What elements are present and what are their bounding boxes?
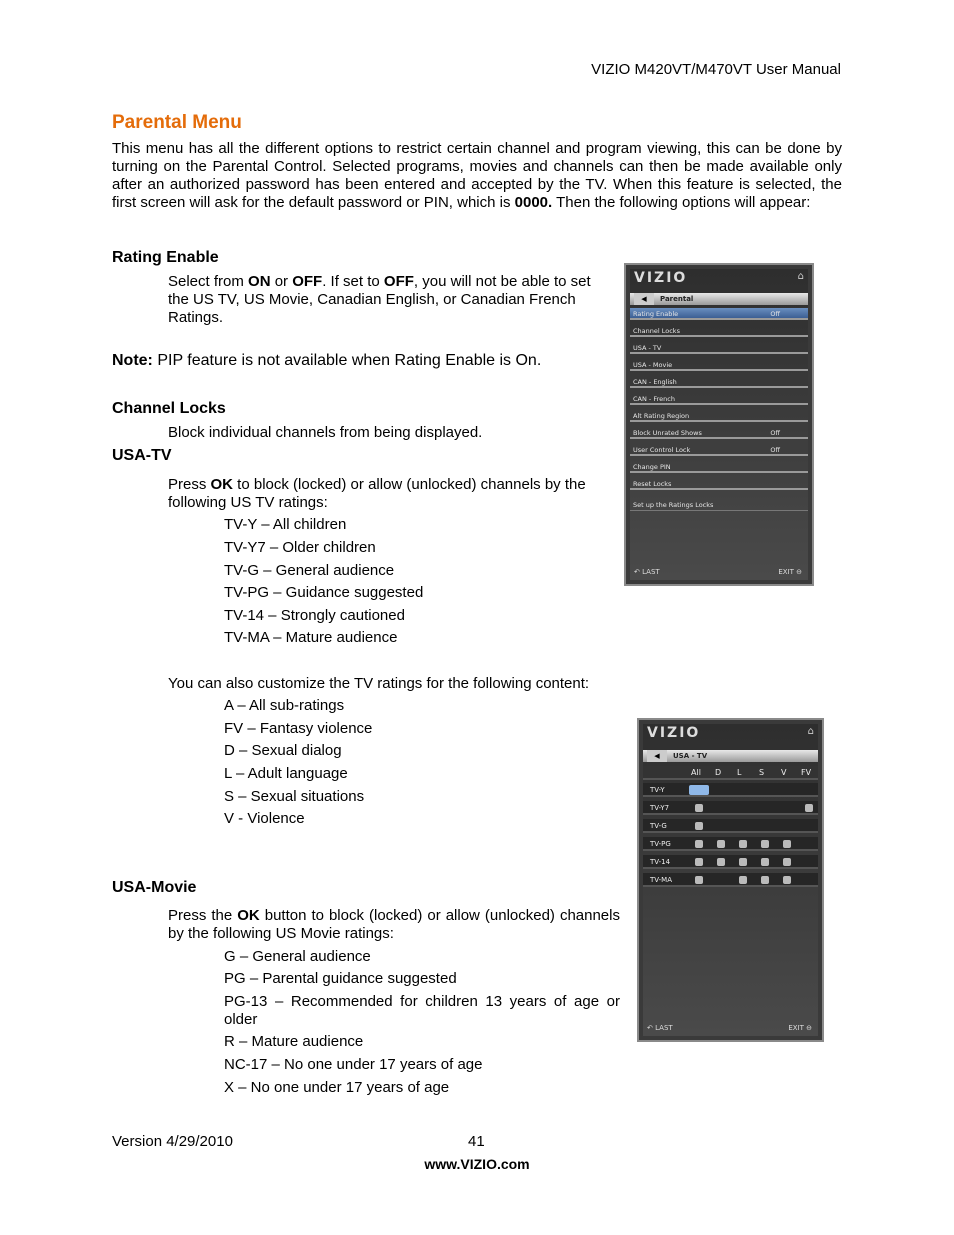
lock-icon (783, 858, 791, 866)
page-number: 41 (468, 1133, 485, 1150)
lock-icon (695, 804, 703, 812)
menu-titlebar: ◀ USA - TV (643, 750, 818, 762)
exit-button: EXIT ⊖ (788, 1024, 812, 1032)
section-title: Parental Menu (112, 112, 242, 133)
menu-item: CAN - French (630, 393, 808, 405)
list-item: A – All sub-ratings (224, 697, 345, 714)
lock-icon (761, 840, 769, 848)
list-item: TV-Y7 – Older children (224, 539, 376, 556)
rating-enable-heading: Rating Enable (112, 249, 219, 266)
rating-enable-text: Select from ON or OFF. If set to OFF, you will not be able to set the US TV, US Movie, Canadian English, or Canadian French Ratings. (168, 273, 591, 326)
note: Note: PIP feature is not available when Rating Enable is On. (112, 352, 542, 369)
home-icon: ⌂ (807, 726, 814, 737)
list-item: V - Violence (224, 810, 305, 827)
lock-icon (695, 858, 703, 866)
lock-icon (805, 804, 813, 812)
lock-icon (739, 858, 747, 866)
list-item: TV-Y – All children (224, 516, 347, 533)
lock-icon (761, 876, 769, 884)
list-item: TV-MA – Mature audience (224, 629, 398, 646)
list-item: TV-14 – Strongly cautioned (224, 607, 405, 624)
menu-item: Alt Rating Region (630, 410, 808, 422)
website-url: www.VIZIO.com (424, 1156, 530, 1172)
list-item: TV-G – General audience (224, 562, 395, 579)
list-item: R – Mature audience (224, 1033, 364, 1050)
menu-item: CAN - English (630, 376, 808, 388)
last-button: ↶ LAST (647, 1024, 673, 1032)
lock-icon (761, 858, 769, 866)
lock-icon (783, 840, 791, 848)
list-item: TV-PG – Guidance suggested (224, 584, 424, 601)
channel-locks-heading: Channel Locks (112, 400, 226, 417)
back-arrow-icon: ◀ (634, 293, 654, 305)
usa-tv-heading: USA-TV (112, 447, 172, 464)
menu-item: Block Unrated Shows Off (630, 427, 808, 439)
menu-item: Rating Enable Off (630, 308, 808, 320)
channel-locks-text: Block individual channels from being displayed. (168, 424, 483, 441)
lock-icon (695, 876, 703, 884)
list-item: PG-13 – Recommended for children 13 years of age or older (224, 993, 620, 1028)
usa-tv-menu-screenshot (637, 718, 824, 1042)
lock-icon (695, 822, 703, 830)
list-item: G – General audience (224, 948, 371, 965)
lock-icon (739, 840, 747, 848)
rating-row: TV-Y (643, 783, 818, 797)
vizio-logo: VIZIO (634, 270, 688, 286)
list-item: L – Adult language (224, 765, 348, 782)
menu-item: USA - Movie (630, 359, 808, 371)
usa-movie-heading: USA-Movie (112, 879, 197, 896)
list-item: D – Sexual dialog (224, 742, 342, 759)
parental-menu-screenshot (624, 263, 814, 586)
version-label: Version 4/29/2010 (112, 1133, 233, 1150)
list-item: S – Sexual situations (224, 788, 365, 805)
home-icon: ⌂ (797, 271, 804, 282)
menu-titlebar: ◀ Parental (630, 293, 808, 305)
vizio-logo: VIZIO (647, 725, 701, 741)
list-item: X – No one under 17 years of age (224, 1079, 450, 1096)
rating-row: TV-PG (643, 837, 818, 851)
menu-hint: Set up the Ratings Locks (630, 499, 808, 511)
rating-row: TV-14 (643, 855, 818, 869)
list-item: PG – Parental guidance suggested (224, 970, 457, 987)
rating-row: TV-MA (643, 873, 818, 887)
menu-item: USA - TV (630, 342, 808, 354)
lock-icon (783, 876, 791, 884)
lock-icon (695, 840, 703, 848)
lock-icon (739, 876, 747, 884)
usa-movie-text: Press the OK button to block (locked) or allow (unlocked) channels by the following US Movie ratings: (168, 907, 620, 942)
menu-item: Reset Locks (630, 478, 808, 490)
rating-row: TV-G (643, 819, 818, 833)
usa-tv-text: Press OK to block (locked) or allow (unlocked) channels by the following US TV ratings: (168, 476, 586, 511)
menu-item: User Control Lock Off (630, 444, 808, 456)
column-header-row: All D L S V FV (643, 766, 818, 780)
menu-item: Channel Locks (630, 325, 808, 337)
lock-icon (689, 785, 709, 795)
lock-icon (717, 858, 725, 866)
menu-item: Change PIN (630, 461, 808, 473)
lock-icon (717, 840, 725, 848)
list-item: FV – Fantasy violence (224, 720, 373, 737)
list-item: NC-17 – No one under 17 years of age (224, 1056, 483, 1073)
exit-button: EXIT ⊖ (778, 568, 802, 576)
back-arrow-icon: ◀ (647, 750, 667, 762)
rating-row: TV-Y7 (643, 801, 818, 815)
intro-paragraph: This menu has all the different options to restrict certain channel and program viewing, this can be done by turning on the Parental Control. Selected programs, movies and channels can then be made available only after an authorized password has been entered and accepted by the TV. When this feature is selected, the first screen will ask for the default password or PIN, which is 0000. Then the following options will appear: (112, 140, 842, 211)
last-button: ↶ LAST (634, 568, 660, 576)
running-header: VIZIO M420VT/M470VT User Manual (591, 61, 841, 78)
custom-intro: You can also customize the TV ratings for the following content: (168, 675, 590, 692)
